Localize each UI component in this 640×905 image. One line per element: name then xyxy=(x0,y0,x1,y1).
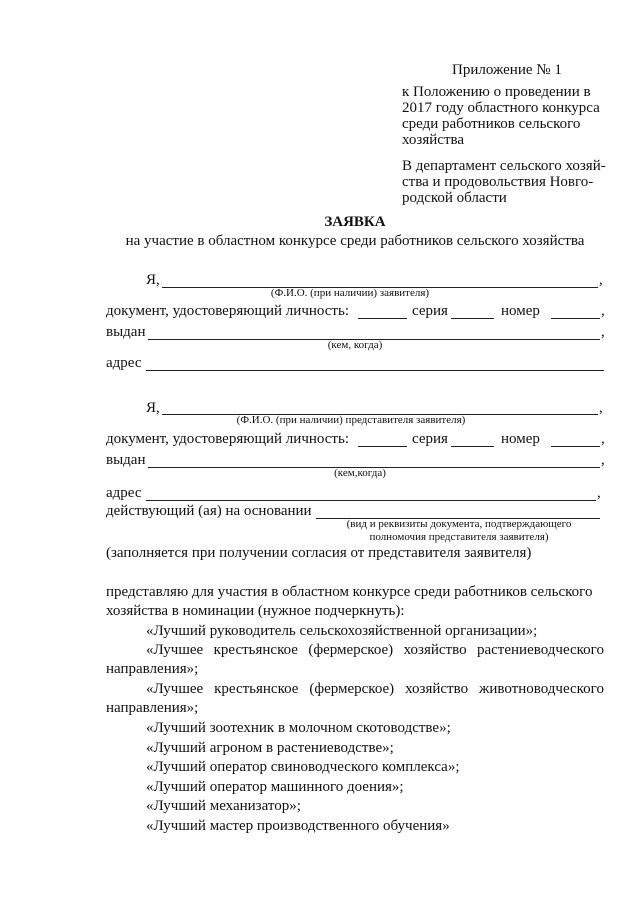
addressee-line: В департамент сельского хозяй- xyxy=(402,158,606,174)
document-subtitle: на участие в областном конкурсе среди работников сельского хозяйства xyxy=(125,233,585,249)
nomination-item[interactable]: «Лучший оператор свиноводческого комплекса»; xyxy=(146,759,460,775)
nomination-item[interactable]: «Лучший агроном в растениеводстве»; xyxy=(146,740,394,756)
word: хозяйство xyxy=(403,642,467,658)
regulation-line: хозяйства xyxy=(402,132,465,148)
representative-ya: Я, xyxy=(146,400,160,416)
representative-doc-label: документ, удостоверяющий личность: xyxy=(106,431,349,447)
intro-line: хозяйства в номинации (нужное подчеркнуть): xyxy=(106,603,405,619)
addressee-line: ства и продовольствия Новго- xyxy=(402,174,594,190)
word: крестьянское xyxy=(214,681,299,697)
representative-series-label: серия xyxy=(412,431,448,447)
nomination-item[interactable]: «Лучший оператор машинного доения»; xyxy=(146,779,404,795)
applicant-doc-label: документ, удостоверяющий личность: xyxy=(106,303,349,319)
applicant-series-label: серия xyxy=(412,303,448,319)
comma: , xyxy=(601,303,605,319)
comma: , xyxy=(599,400,603,416)
regulation-line: 2017 году областного конкурса xyxy=(402,100,600,116)
applicant-issued-label: выдан xyxy=(106,324,146,340)
representative-issued-caption: (кем,когда) xyxy=(334,467,386,479)
representative-series-field[interactable] xyxy=(451,446,494,447)
nomination-item[interactable] xyxy=(146,681,604,698)
representative-issued-label: выдан xyxy=(106,452,146,468)
word: хозяйство xyxy=(405,681,469,697)
nomination-item[interactable] xyxy=(146,642,604,659)
word: «Лучшее xyxy=(146,681,204,697)
regulation-line: среди работников сельского xyxy=(402,116,581,132)
nomination-item-continuation: направления»; xyxy=(106,661,199,677)
representative-address-field[interactable] xyxy=(146,500,596,501)
addressee-block xyxy=(402,158,617,206)
representative-basis-caption: (вид и реквизиты документа, подтверждающего xyxy=(346,518,572,530)
representative-fio-caption: (Ф.И.О. (при наличии) представителя заявителя) xyxy=(236,414,466,426)
nomination-item[interactable]: «Лучший мастер производственного обучения» xyxy=(146,818,450,834)
comma: , xyxy=(601,431,605,447)
word: животноводческого xyxy=(478,681,604,697)
representative-basis-label: действующий (ая) на основании xyxy=(106,503,312,519)
representative-note: (заполняется при получении согласия от представителя заявителя) xyxy=(106,545,532,561)
representative-doc-type-field[interactable] xyxy=(358,446,407,447)
word: «Лучшее xyxy=(146,642,204,658)
applicant-number-label: номер xyxy=(501,303,540,319)
applicant-address-field[interactable] xyxy=(146,370,604,371)
regulation-reference xyxy=(402,84,617,148)
addressee-line: родской области xyxy=(402,190,507,206)
representative-number-label: номер xyxy=(501,431,540,447)
nomination-item-continuation: направления»; xyxy=(106,700,199,716)
regulation-line: к Положению о проведении в xyxy=(402,84,591,100)
word: крестьянское xyxy=(213,642,298,658)
nomination-item[interactable]: «Лучший зоотехник в молочном скотоводстве»; xyxy=(146,720,451,736)
applicant-doc-type-field[interactable] xyxy=(358,318,407,319)
comma: , xyxy=(601,324,605,340)
applicant-fio-caption: (Ф.И.О. (при наличии) заявителя) xyxy=(270,287,430,299)
nomination-item[interactable]: «Лучший механизатор»; xyxy=(146,798,301,814)
nomination-item[interactable]: «Лучший руководитель сельскохозяйственной организации»; xyxy=(146,623,538,639)
comma: , xyxy=(597,485,601,501)
applicant-number-field[interactable] xyxy=(551,318,600,319)
comma: , xyxy=(599,272,603,288)
intro-line: представляю для участия в областном конкурсе среди работников сельского xyxy=(106,584,593,600)
word: (фермерское) xyxy=(309,681,395,697)
applicant-ya: Я, xyxy=(146,272,160,288)
representative-basis-caption: полномочия представителя заявителя) xyxy=(369,531,549,543)
document-title: ЗАЯВКА xyxy=(324,214,386,230)
applicant-address-label: адрес xyxy=(106,355,142,371)
word: растениеводческого xyxy=(476,642,604,658)
representative-number-field[interactable] xyxy=(551,446,600,447)
appendix-label: Приложение № 1 xyxy=(452,62,562,78)
applicant-issued-caption: (кем, когда) xyxy=(327,339,383,351)
word: (фермерское) xyxy=(308,642,394,658)
representative-address-label: адрес xyxy=(106,485,142,501)
comma: , xyxy=(601,452,605,468)
applicant-series-field[interactable] xyxy=(451,318,494,319)
